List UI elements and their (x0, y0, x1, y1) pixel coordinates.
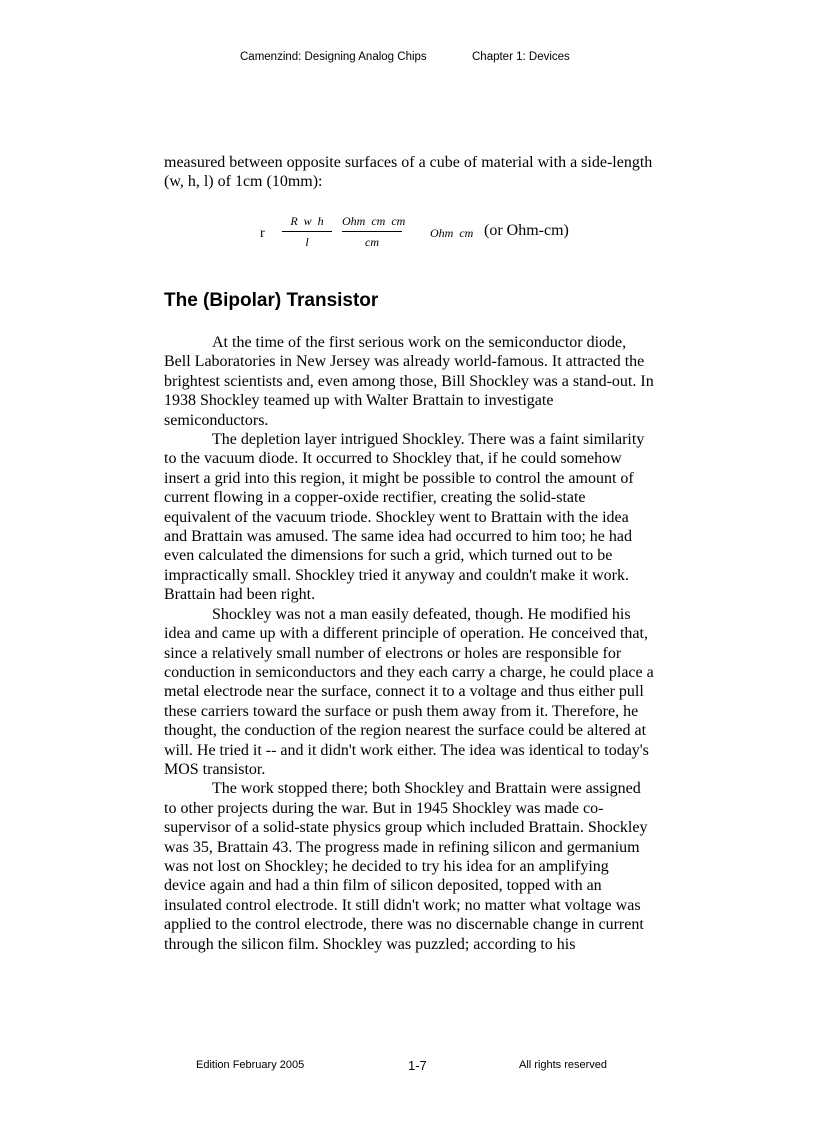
header-chapter-title: Chapter 1: Devices (472, 51, 570, 63)
formula-fraction-2-numerator: Ohm cm cm (342, 214, 406, 228)
resistivity-formula (0, 213, 816, 255)
formula-fraction-2-denominator: cm (365, 235, 379, 249)
formula-alt-units: (or Ohm-cm) (484, 222, 569, 239)
fraction-bar (342, 231, 402, 232)
intro-paragraph: measured between opposite surfaces of a cube of material with a side-length (w, h, l) of 1cm (10mm): (164, 154, 653, 191)
body-paragraph: The depletion layer intrigued Shockley. There was a faint similarity to the vacuum diode. It occurred to Shockley that, if he could somehow insert a grid into this region, it might be possible to control the amount of current flowing in a copper-oxide rectifier, creating the solid-state equivalent of the vacuum triode. Shockley went to Brattain with the idea and Brattain was amused. The same idea had occurred to him too; he had even calculated the dimensions for such a grid, which turned out to be impractically small. Shockley tried it anyway and couldn't make it work. Brattain had been right. (164, 431, 645, 604)
formula-fraction-1-numerator: R w h (290, 214, 324, 228)
body-paragraph: The work stopped there; both Shockley and Brattain were assigned to other projects during the war. But in 1945 Shockley was made co-supervisor of a solid-state physics group which included Brattain. Shockley was 35, Brattain 43. The progress made in refining silicon and germanium was not lost on Shockley; he decided to try his idea for an amplifying device again and had a thin film of silicon deposited, topped with an insulated control electrode. It still didn't work; no matter what voltage was applied to the control electrode, there was no discernable change in current through the silicon film. Shockley was puzzled; according to his (164, 780, 648, 953)
body-paragraph: Shockley was not a man easily defeated, though. He modified his idea and came up with a different principle of operation. He conceived that, since a relatively small number of electrons or holes are responsible for conduction in semiconductors and they each carry a charge, he could place a metal electrode near the surface, connect it to a voltage and thus either pull these carriers toward the surface or push them away from it. Therefore, he thought, the conduction of the region nearest the surface could be altered at will. He tried it -- and it didn't work either. The idea was identical to today's MOS transistor. (164, 605, 654, 778)
formula-units: Ohm cm (430, 226, 474, 240)
page-number: 1-7 (408, 1058, 427, 1073)
footer-edition: Edition February 2005 (196, 1059, 305, 1071)
body-paragraph: At the time of the first serious work on the semiconductor diode, Bell Laboratories in New Jersey was already world-famous. It attracted the brightest scientists and, even among those, Bill Shockley was a stand-out. In 1938 Shockley teamed up with Walter Brattain to investigate semiconductors. (164, 334, 654, 429)
footer-rights: All rights reserved (519, 1059, 608, 1071)
section-heading: The (Bipolar) Transistor (164, 290, 379, 311)
fraction-bar (282, 231, 332, 232)
section-body (164, 333, 654, 954)
formula-rho-symbol: r (260, 226, 265, 241)
header-book-title: Camenzind: Designing Analog Chips (240, 51, 427, 63)
formula-fraction-2 (342, 213, 406, 250)
formula-fraction-1 (282, 213, 332, 250)
formula-fraction-1-denominator: l (305, 235, 309, 249)
